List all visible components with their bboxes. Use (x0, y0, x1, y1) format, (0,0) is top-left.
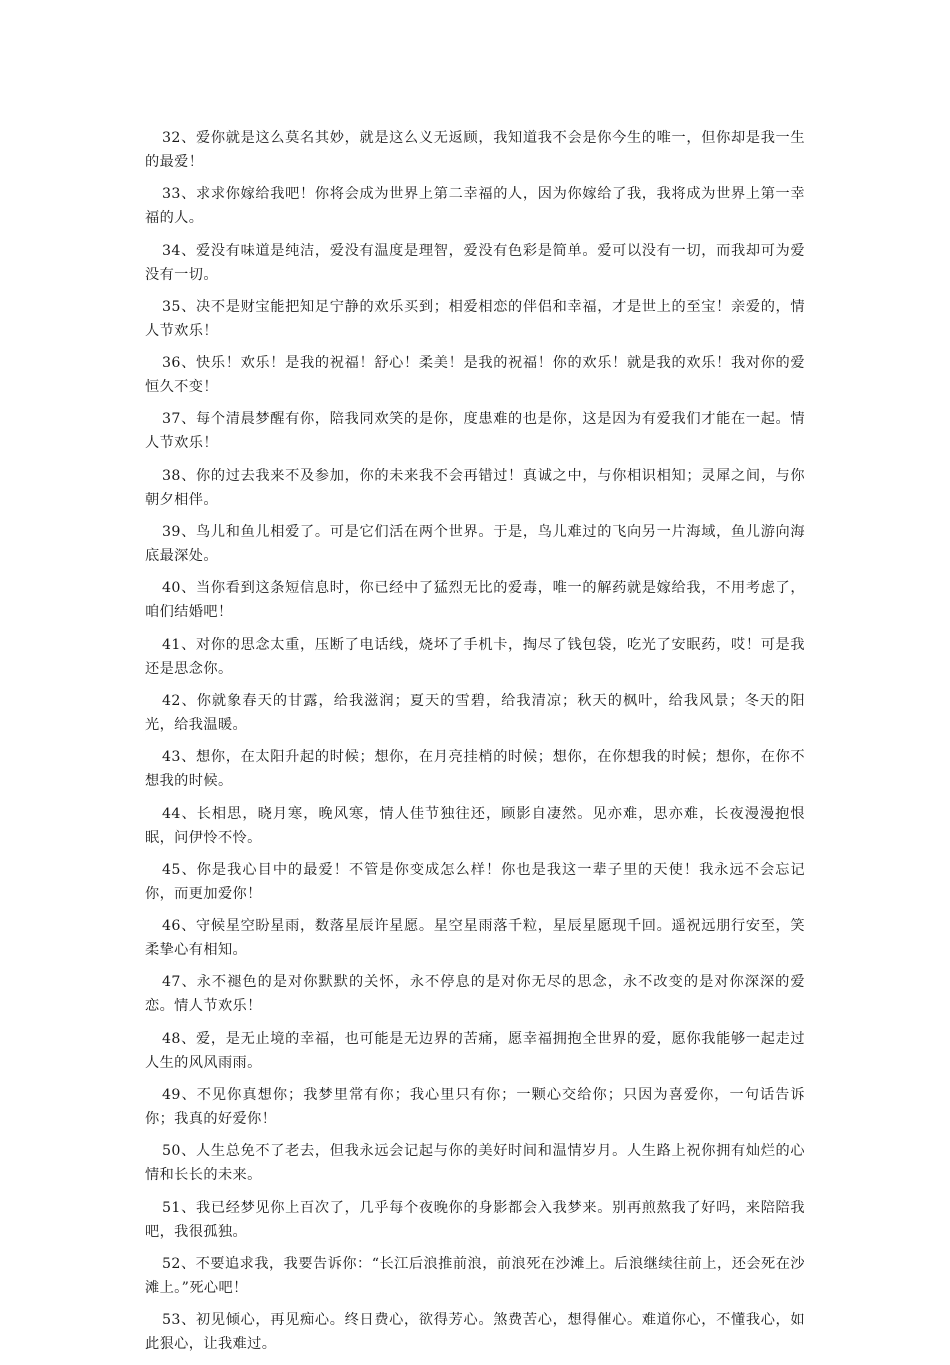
document-body (145, 126, 805, 1365)
paragraph-51: 51、我已经梦见你上百次了，几乎每个夜晚你的身影都会入我梦来。别再煎熬我了好吗，来陪陪我吧，我很孤独。 (145, 1199, 805, 1240)
paragraph-45: 45、你是我心目中的最爱！不管是你变成怎么样！你也是我这一辈子里的天使！我永远不会忘记你，而更加爱你！ (145, 861, 805, 902)
paragraph-35: 35、决不是财宝能把知足宁静的欢乐买到；相爱相恋的伴侣和幸福，才是世上的至宝！亲爱的，情人节欢乐！ (145, 298, 805, 339)
paragraph-33: 33、求求你嫁给我吧！你将会成为世界上第二幸福的人，因为你嫁给了我，我将成为世界上第一幸福的人。 (145, 186, 805, 227)
paragraph-46: 46、守候星空盼星雨，数落星辰许星愿。星空星雨落千粒，星辰星愿现千回。遥祝远朋行安至，笑柔挚心有相知。 (145, 918, 805, 959)
paragraph-41: 41、对你的思念太重，压断了电话线，烧坏了手机卡，掏尽了钱包袋，吃光了安眠药，哎！可是我还是思念你。 (145, 636, 805, 677)
paragraph-32: 32、爱你就是这么莫名其妙，就是这么义无返顾，我知道我不会是你今生的唯一，但你却是我一生的最爱！ (145, 130, 805, 170)
paragraph-50: 50、人生总免不了老去，但我永远会记起与你的美好时间和温情岁月。人生路上祝你拥有灿烂的心情和长长的未来。 (145, 1143, 805, 1184)
paragraph-36: 36、快乐！欢乐！是我的祝福！舒心！柔美！是我的祝福！你的欢乐！就是我的欢乐！我对你的爱恒久不变！ (145, 355, 805, 396)
paragraph-52: 52、不要追求我，我要告诉你：“长江后浪推前浪，前浪死在沙滩上。后浪继续往前上，还会死在沙滩上。”死心吧！ (145, 1255, 805, 1296)
paragraph-44: 44、长相思，晓月寒，晚风寒，情人佳节独往还，顾影自凄然。见亦难，思亦难，长夜漫漫抱恨眠，问伊怜不怜。 (145, 805, 805, 846)
paragraph-48: 48、爱，是无止境的幸福，也可能是无边界的苦痛，愿幸福拥抱全世界的爱，愿你我能够一起走过人生的风风雨雨。 (145, 1030, 805, 1071)
paragraph-43: 43、想你，在太阳升起的时候；想你，在月亮挂梢的时候；想你，在你想我的时候；想你，在你不想我的时候。 (145, 749, 805, 790)
paragraph-53: 53、初见倾心，再见痴心。终日费心，欲得芳心。煞费苦心，想得催心。难道你心，不懂我心，如此狠心，让我难过。 (145, 1312, 805, 1353)
paragraph-37: 37、每个清晨梦醒有你，陪我同欢笑的是你，度患难的也是你，这是因为有爱我们才能在一起。情人节欢乐！ (145, 411, 805, 452)
paragraph-47: 47、永不褪色的是对你默默的关怀，永不停息的是对你无尽的思念，永不改变的是对你深深的爱恋。情人节欢乐！ (145, 974, 805, 1015)
paragraph-39: 39、鸟儿和鱼儿相爱了。可是它们活在两个世界。于是，鸟儿难过的飞向另一片海域，鱼儿游向海底最深处。 (145, 524, 805, 565)
paragraph-38: 38、你的过去我来不及参加，你的未来我不会再错过！真诚之中，与你相识相知；灵犀之间，与你朝夕相伴。 (145, 467, 805, 508)
paragraph-34: 34、爱没有味道是纯洁，爱没有温度是理智，爱没有色彩是简单。爱可以没有一切，而我却可为爱没有一切。 (145, 242, 805, 283)
paragraph-49: 49、不见你真想你；我梦里常有你；我心里只有你；一颗心交给你；只因为喜爱你，一句话告诉你；我真的好爱你！ (145, 1087, 805, 1128)
paragraph-42: 42、你就象春天的甘露，给我滋润；夏天的雪碧，给我清凉；秋天的枫叶，给我风景；冬天的阳光，给我温暖。 (145, 692, 805, 733)
paragraph-40: 40、当你看到这条短信息时，你已经中了猛烈无比的爱毒，唯一的解药就是嫁给我，不用考虑了，咱们结婚吧！ (145, 580, 805, 621)
